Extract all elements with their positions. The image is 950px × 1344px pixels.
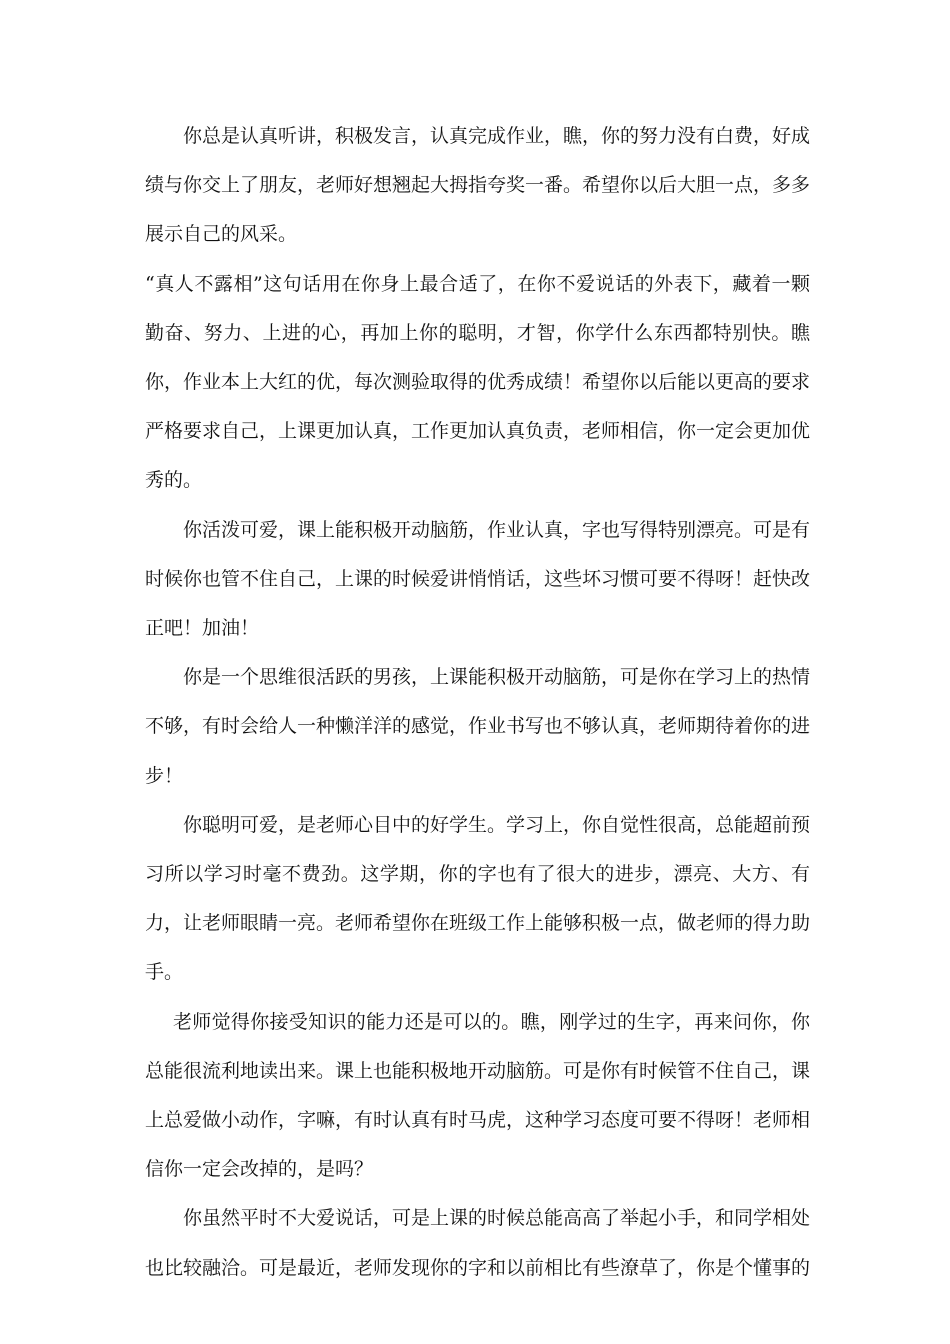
comment-paragraph-5: 你聪明可爱，是老师心目中的好学生。学习上，你自觉性很高，总能超前预习所以学习时毫不费劲。这学期，你的字也有了很大的进步，漂亮、大方、有力，让老师眼睛一亮。老师希望你在班级工作上能够积极一点，做老师的得力助手。 [145,813,811,984]
comment-paragraph-2: “真人不露相”这句话用在你身上最合适了，在你不爱说话的外表下，藏着一颗勤奋、努力、上进的心，再加上你的聪明，才智，你学什么东西都特别快。瞧你，作业本上大红的优，每次测验取得的优秀成绩！希望你以后能以更高的要求严格要求自己，上课更加认真，工作更加认真负责，老师相信，你一定会更加优秀的。 [145,272,811,492]
comment-paragraph-3: 你活泼可爱，课上能积极开动脑筋，作业认真，字也写得特别漂亮。可是有时候你也管不住自己，上课的时候爱讲悄悄话，这些坏习惯可要不得呀！赶快改正吧！加油！ [145,518,811,640]
document-body [145,112,810,1293]
comment-paragraph-1: 你总是认真听讲，积极发言，认真完成作业，瞧，你的努力没有白费，好成绩与你交上了朋友，老师好想翘起大拇指夸奖一番。希望你以后大胆一点，多多展示自己的风采。 [145,125,811,246]
comment-paragraph-7: 你虽然平时不大爱说话，可是上课的时候总能高高了举起小手，和同学相处也比较融洽。可是最近，老师发现你的字和以前相比有些潦草了，你是个懂事的 [145,1207,811,1279]
comment-paragraph-6: 老师觉得你接受知识的能力还是可以的。瞧，刚学过的生字，再来问你，你总能很流利地读出来。课上也能积极地开动脑筋。可是你有时候管不住自己，课上总爱做小动作，字嘛，有时认真有时马虎，这种学习态度可要不得呀！老师相信你一定会改掉的，是吗？ [145,1010,811,1181]
comment-paragraph-4: 你是一个思维很活跃的男孩，上课能积极开动脑筋，可是你在学习上的热情不够，有时会给人一种懒洋洋的感觉，作业书写也不够认真，老师期待着你的进步！ [145,666,811,787]
